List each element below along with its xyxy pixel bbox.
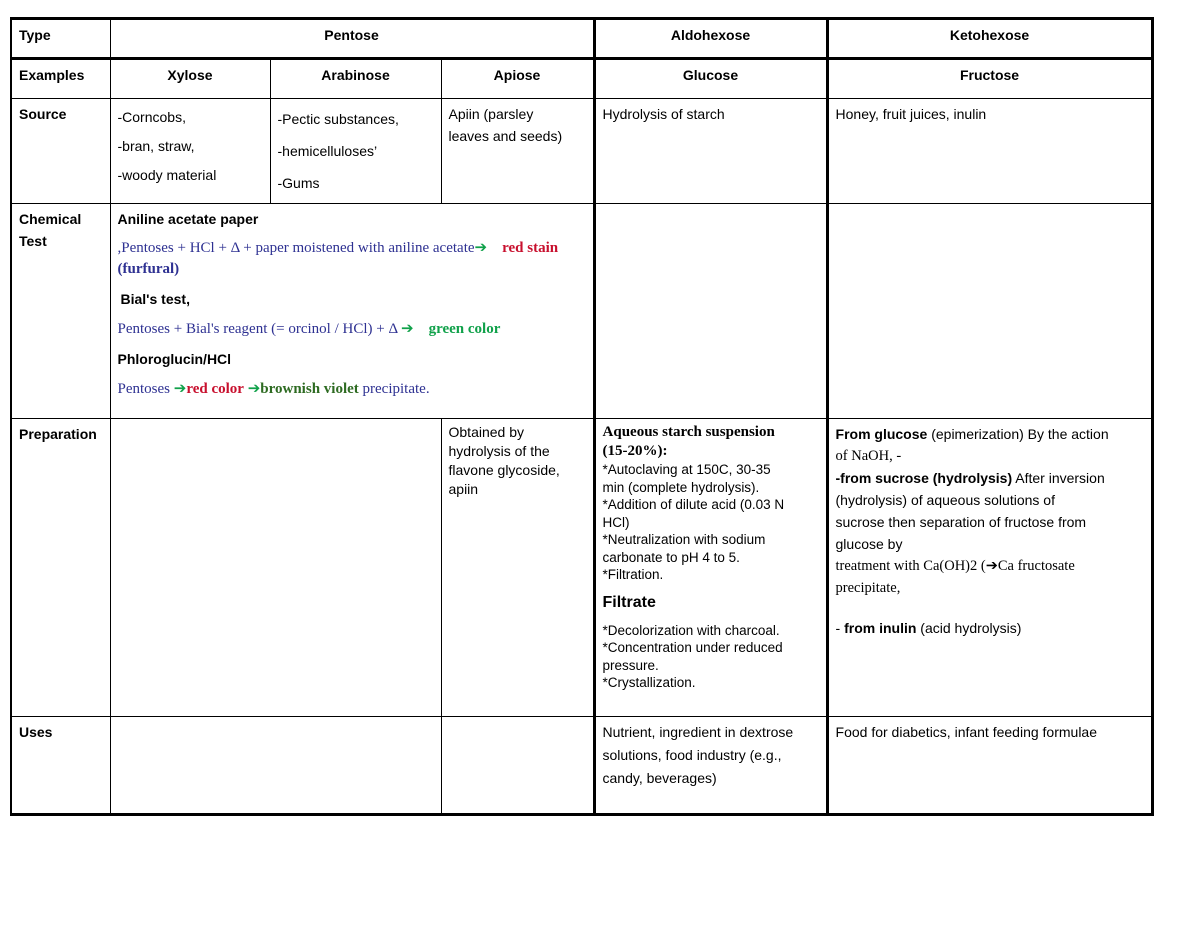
phloro-brown: brownish violet [260,381,359,397]
uses-fructose: Food for diabetics, infant feeding formulae [827,717,1152,815]
fructose-sucrose-rest: After inversion [1015,470,1105,486]
source-fructose: Honey, fruit juices, inulin [827,99,1152,204]
glucose-step: HCl) [602,514,630,530]
chemical-test-pentose [110,204,594,419]
arrow-icon: ➔ [401,321,414,337]
uses-row [11,717,1152,815]
preparation-apiose-line: hydrolysis of the [448,443,550,459]
source-label: Source [11,99,110,204]
arrow-icon: ➔ [474,240,488,256]
phloro-test [118,378,586,400]
fructose-glucose-rest: (epimerization) By the action [931,426,1109,442]
bial-text: Pentoses + Bial's reagent (= orcinol / HCl) + Δ [117,321,398,337]
arrow-icon: ➔ [985,558,998,574]
bial-result: green color [428,321,501,337]
example-arabinose: Arabinose [270,59,441,99]
aniline-text: ,Pentoses + HCl + Δ + paper moistened with aniline acetate [117,240,475,256]
aniline-test [118,238,586,280]
filtrate-heading: Filtrate [602,593,656,611]
glucose-step: pressure. [602,657,659,673]
fructose-inulin-rest: (acid hydrolysis) [920,620,1022,636]
fructose-inulin-bold: from inulin [844,620,917,636]
glucose-prep-title2: (15-20%): [602,443,668,459]
example-xylose: Xylose [110,59,270,99]
example-glucose: Glucose [594,59,827,99]
source-arabinose-line: -Pectic substances, [277,111,399,127]
fructose-line: glucose by [835,536,903,552]
aldohexose-header: Aldohexose [594,19,827,59]
chemical-test-label [11,204,110,419]
carbohydrate-table [10,17,1154,816]
source-xylose [110,99,270,204]
arrow-icon: ➔ [173,381,187,397]
source-arabinose-line: -Gums [277,175,320,191]
fructose-precipitate: precipitate, [835,580,901,596]
source-xylose-line: -bran, straw, [117,138,195,154]
chemical-test-label-line: Chemical [19,211,82,227]
chemical-test-glucose [594,204,827,419]
fructose-from-sucrose [836,467,1144,489]
glucose-step: *Autoclaving at 150C, 30-35 [602,462,771,477]
glucose-step: *Concentration under reduced [602,640,783,655]
fructose-treatment-text: treatment with Ca(OH)2 ( [835,558,986,574]
fructose-sucrose-bold: -from sucrose (hydrolysis) [835,470,1013,486]
examples-row [11,59,1152,99]
chemical-test-label-line: Test [19,233,47,249]
bial-title: Bial's test, [120,291,190,307]
chemical-test-row [11,204,1152,419]
fructose-inulin-dash: - [835,620,845,636]
uses-apiose [441,717,594,815]
preparation-apiose-line: flavone glycoside, [448,462,560,478]
preparation-apiose-line: apiin [448,481,479,497]
preparation-glucose [594,419,827,717]
source-glucose: Hydrolysis of starch [594,99,827,204]
source-arabinose-line: -hemicelluloses’ [277,143,378,159]
uses-xylose-arabinose [110,717,441,815]
pentose-header: Pentose [110,19,594,59]
example-fructose: Fructose [827,59,1152,99]
phloro-end: precipitate. [362,381,430,397]
arrow-icon: ➔ [247,381,261,397]
fructose-treatment-end: Ca fructosate [997,558,1075,574]
phloro-title: Phloroglucin/HCl [117,351,232,367]
fructose-treatment [836,555,1144,577]
source-apiose-line: leaves and seeds) [448,128,563,144]
preparation-apiose-line: Obtained by [448,424,524,440]
fructose-line: (hydrolysis) of aqueous solutions of [835,492,1055,508]
glucose-step: *Filtration. [602,567,664,582]
chemical-test-fructose [827,204,1152,419]
uses-glucose-line: Nutrient, ingredient in dextrose [602,724,794,740]
source-xylose-line: -Corncobs, [117,109,186,125]
fructose-from-glucose [836,423,1144,445]
aniline-result-stain: stain [527,240,559,256]
glucose-step: *Addition of dilute acid (0.03 N [602,497,785,512]
fructose-glucose-bold: From glucose [835,426,928,442]
source-apiose [441,99,594,204]
ketohexose-header: Ketohexose [827,19,1152,59]
glucose-step: *Decolorization with charcoal. [602,622,780,638]
aniline-result-red: red [502,240,524,256]
source-xylose-line: -woody material [117,167,217,183]
source-row [11,99,1152,204]
bial-test [118,318,586,340]
uses-glucose-line: candy, beverages) [602,770,717,786]
aniline-result-furfural: (furfural) [117,261,180,277]
aniline-title: Aniline acetate paper [117,211,259,227]
preparation-row [11,419,1152,717]
phloro-start: Pentoses [117,381,170,397]
fructose-line: sucrose then separation of fructose from [835,514,1087,530]
preparation-apiose [441,419,594,717]
fructose-naoh: of NaOH, - [835,448,902,464]
preparation-fructose [827,419,1152,717]
uses-label: Uses [11,717,110,815]
example-apiose: Apiose [441,59,594,99]
fructose-from-inulin [836,617,1144,639]
uses-glucose [594,717,827,815]
source-apiose-line: Apiin (parsley [448,106,534,122]
preparation-xylose-arabinose [110,419,441,717]
examples-label: Examples [11,59,110,99]
uses-glucose-line: solutions, food industry (e.g., [602,747,782,763]
glucose-step: *Crystallization. [602,675,696,690]
phloro-red: red color [186,381,244,397]
source-arabinose [270,99,441,204]
glucose-step: min (complete hydrolysis). [602,479,760,495]
glucose-step: carbonate to pH 4 to 5. [602,549,740,565]
type-label: Type [11,19,110,59]
glucose-prep-title: Aqueous starch suspension [602,424,775,440]
glucose-step: *Neutralization with sodium [602,532,766,547]
type-row [11,19,1152,59]
preparation-label: Preparation [11,419,110,717]
